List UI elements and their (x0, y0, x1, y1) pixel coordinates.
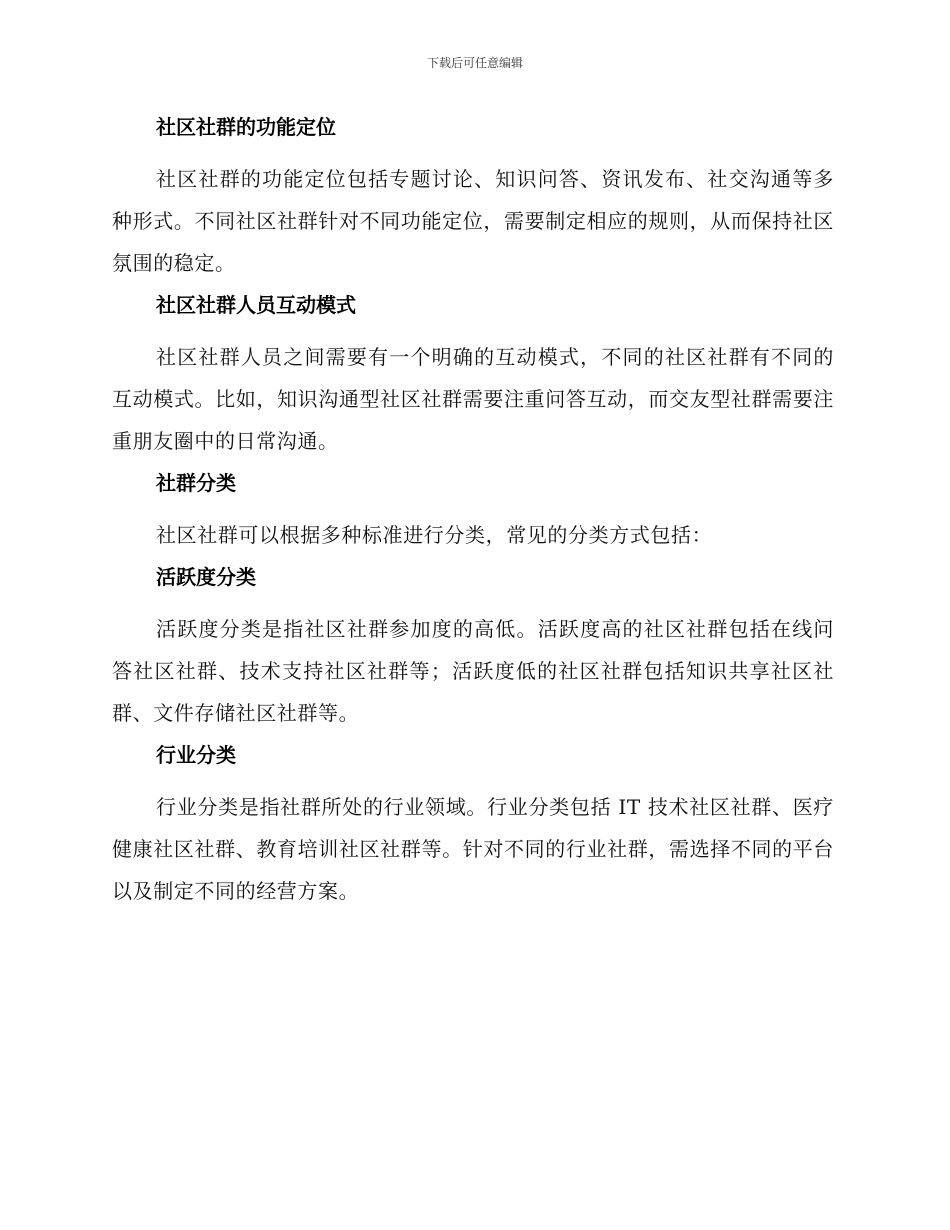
section-paragraph: 社区社群人员之间需要有一个明确的互动模式，不同的社区社群有不同的互动模式。比如，知识沟通型社区社群需要注重问答互动，而交友型社群需要注重朋友圈中的日常沟通。 (112, 345, 834, 453)
section-paragraph: 行业分类是指社群所处的行业领域。行业分类包括 IT 技术社区社群、医疗健康社区社群、教育培训社区社群等。针对不同的行业社群，需选择不同的平台以及制定不同的经营方案。 (112, 795, 834, 903)
section-activity-classification (112, 562, 834, 734)
section-industry-classification (112, 740, 834, 912)
document-body (112, 106, 834, 918)
section-function-positioning (112, 112, 834, 284)
section-heading: 社区社群的功能定位 (156, 115, 336, 139)
section-heading: 社区社群人员互动模式 (156, 293, 356, 317)
section-heading: 社群分类 (156, 471, 236, 495)
section-paragraph: 社区社群可以根据多种标准进行分类，常见的分类方式包括： (156, 523, 713, 547)
section-paragraph: 社区社群的功能定位包括专题讨论、知识问答、资讯发布、社交沟通等多种形式。不同社区社群针对不同功能定位，需要制定相应的规则，从而保持社区氛围的稳定。 (112, 167, 834, 275)
section-heading: 活跃度分类 (156, 565, 256, 589)
section-classification (112, 468, 834, 556)
page-header: 下载后可任意编辑 (426, 56, 523, 70)
section-interaction-mode (112, 290, 834, 462)
section-paragraph: 活跃度分类是指社区社群参加度的高低。活跃度高的社区社群包括在线问答社区社群、技术支持社区社群等；活跃度低的社区社群包括知识共享社区社群、文件存储社区社群等。 (112, 617, 834, 725)
section-heading: 行业分类 (156, 743, 236, 767)
